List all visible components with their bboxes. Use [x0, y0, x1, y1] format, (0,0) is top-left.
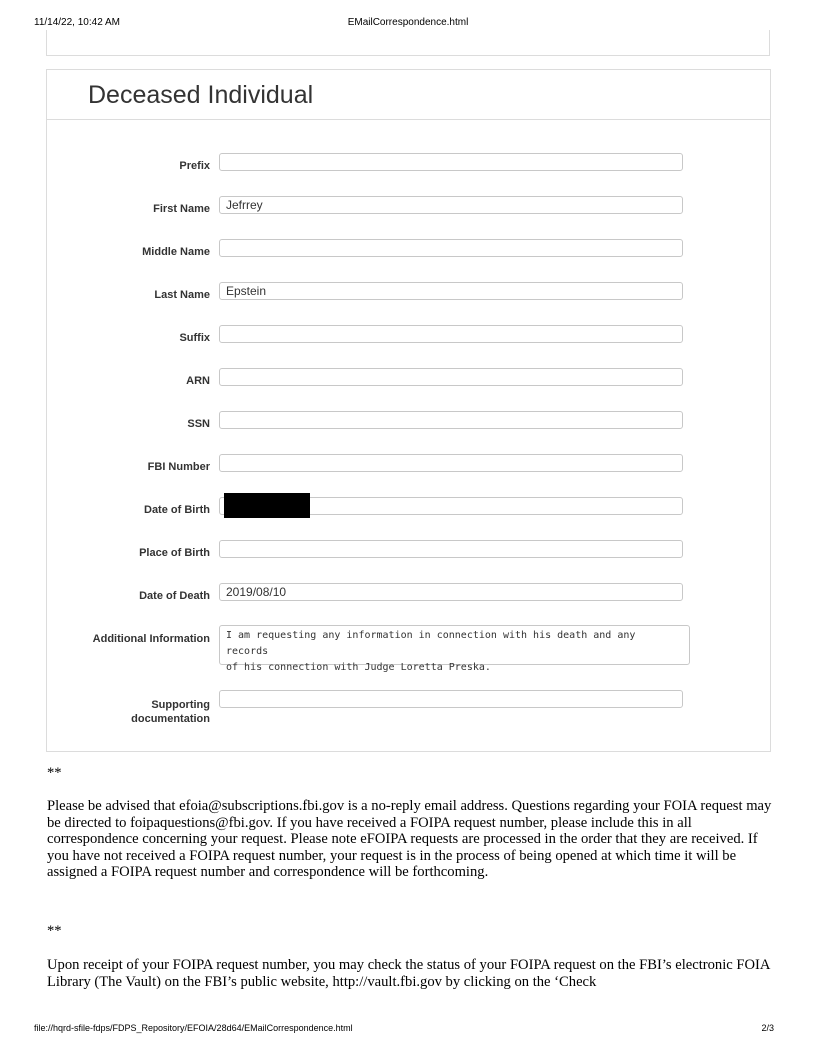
last-name-label: Last Name — [154, 289, 210, 301]
arn-label: ARN — [186, 375, 210, 387]
middle-name-label: Middle Name — [142, 246, 210, 258]
row-additional-information — [47, 625, 770, 673]
row-place-of-birth — [47, 539, 770, 569]
date-of-death-field[interactable]: 2019/08/10 — [219, 583, 683, 601]
last-name-field[interactable]: Epstein — [219, 282, 683, 300]
row-date-of-death — [47, 582, 770, 612]
date-of-death-label: Date of Death — [139, 590, 210, 602]
notice-paragraph-2: Upon receipt of your FOIPA request number, you may check the status of your FOIPA request on the FBI’s electronic FOIA Library (The Vault) on the FBI’s public website, http://vault.fbi.gov by clicking on the ‘Check — [47, 957, 770, 990]
row-suffix — [47, 324, 770, 354]
fbi-number-field[interactable] — [219, 454, 683, 472]
prefix-label: Prefix — [179, 160, 210, 172]
separator-1: ** — [47, 765, 62, 781]
supporting-documentation-field[interactable] — [219, 690, 683, 708]
ssn-label: SSN — [187, 418, 210, 430]
fbi-number-label: FBI Number — [147, 461, 210, 473]
row-ssn — [47, 410, 770, 440]
first-name-field[interactable]: Jefrrey — [219, 196, 683, 214]
separator-2: ** — [47, 923, 62, 939]
additional-information-label: Additional Information — [92, 633, 210, 645]
supporting-documentation-label — [10, 698, 210, 726]
panel-title: Deceased Individual — [88, 81, 314, 109]
row-supporting-documentation — [47, 690, 770, 730]
place-of-birth-field[interactable] — [219, 540, 683, 558]
ssn-field[interactable] — [219, 411, 683, 429]
suffix-field[interactable] — [219, 325, 683, 343]
first-name-label: First Name — [153, 203, 210, 215]
prefix-field[interactable] — [219, 153, 683, 171]
row-middle-name — [47, 238, 770, 268]
supporting-documentation-label-line1: Supporting — [151, 699, 210, 711]
print-page-title: EMailCorrespondence.html — [347, 17, 469, 28]
print-page-number: 2/3 — [761, 1023, 774, 1033]
row-prefix — [47, 152, 770, 182]
additional-information-field[interactable]: I am requesting any information in connection with his death and any records of his connection with Judge Loretta Preska. — [219, 625, 690, 665]
print-footer — [34, 1023, 782, 1037]
row-arn — [47, 367, 770, 397]
place-of-birth-label: Place of Birth — [139, 547, 210, 559]
suffix-label: Suffix — [179, 332, 210, 344]
date-of-birth-label: Date of Birth — [144, 504, 210, 516]
notice-paragraph-1: Please be advised that efoia@subscriptions.fbi.gov is a no-reply email address. Questions regarding your FOIA request may be directed to foipaquestions@fbi.gov. If you have received a FOIPA request number, please include this in all correspondence concerning your request. Please note eFOIPA requests are processed in the order that they are received. If you have not received a FOIPA request number, your request is in the process of being opened at which time it will be assigned a FOIPA request number and correspondence will be forthcoming. — [47, 798, 772, 881]
print-header — [34, 17, 782, 31]
supporting-documentation-label-line2: documentation — [131, 713, 210, 725]
print-file-path: file://hqrd-sfile-fdps/FDPS_Repository/EFOIA/28d64/EMailCorrespondence.html — [34, 1023, 353, 1033]
row-date-of-birth — [47, 496, 770, 526]
print-datetime: 11/14/22, 10:42 AM — [34, 17, 120, 28]
row-fbi-number — [47, 453, 770, 483]
panel-heading — [47, 70, 770, 120]
row-last-name — [47, 281, 770, 311]
middle-name-field[interactable] — [219, 239, 683, 257]
arn-field[interactable] — [219, 368, 683, 386]
previous-panel-edge — [46, 30, 770, 56]
row-first-name — [47, 195, 770, 225]
deceased-individual-panel — [46, 69, 771, 752]
redaction-box — [224, 493, 310, 518]
